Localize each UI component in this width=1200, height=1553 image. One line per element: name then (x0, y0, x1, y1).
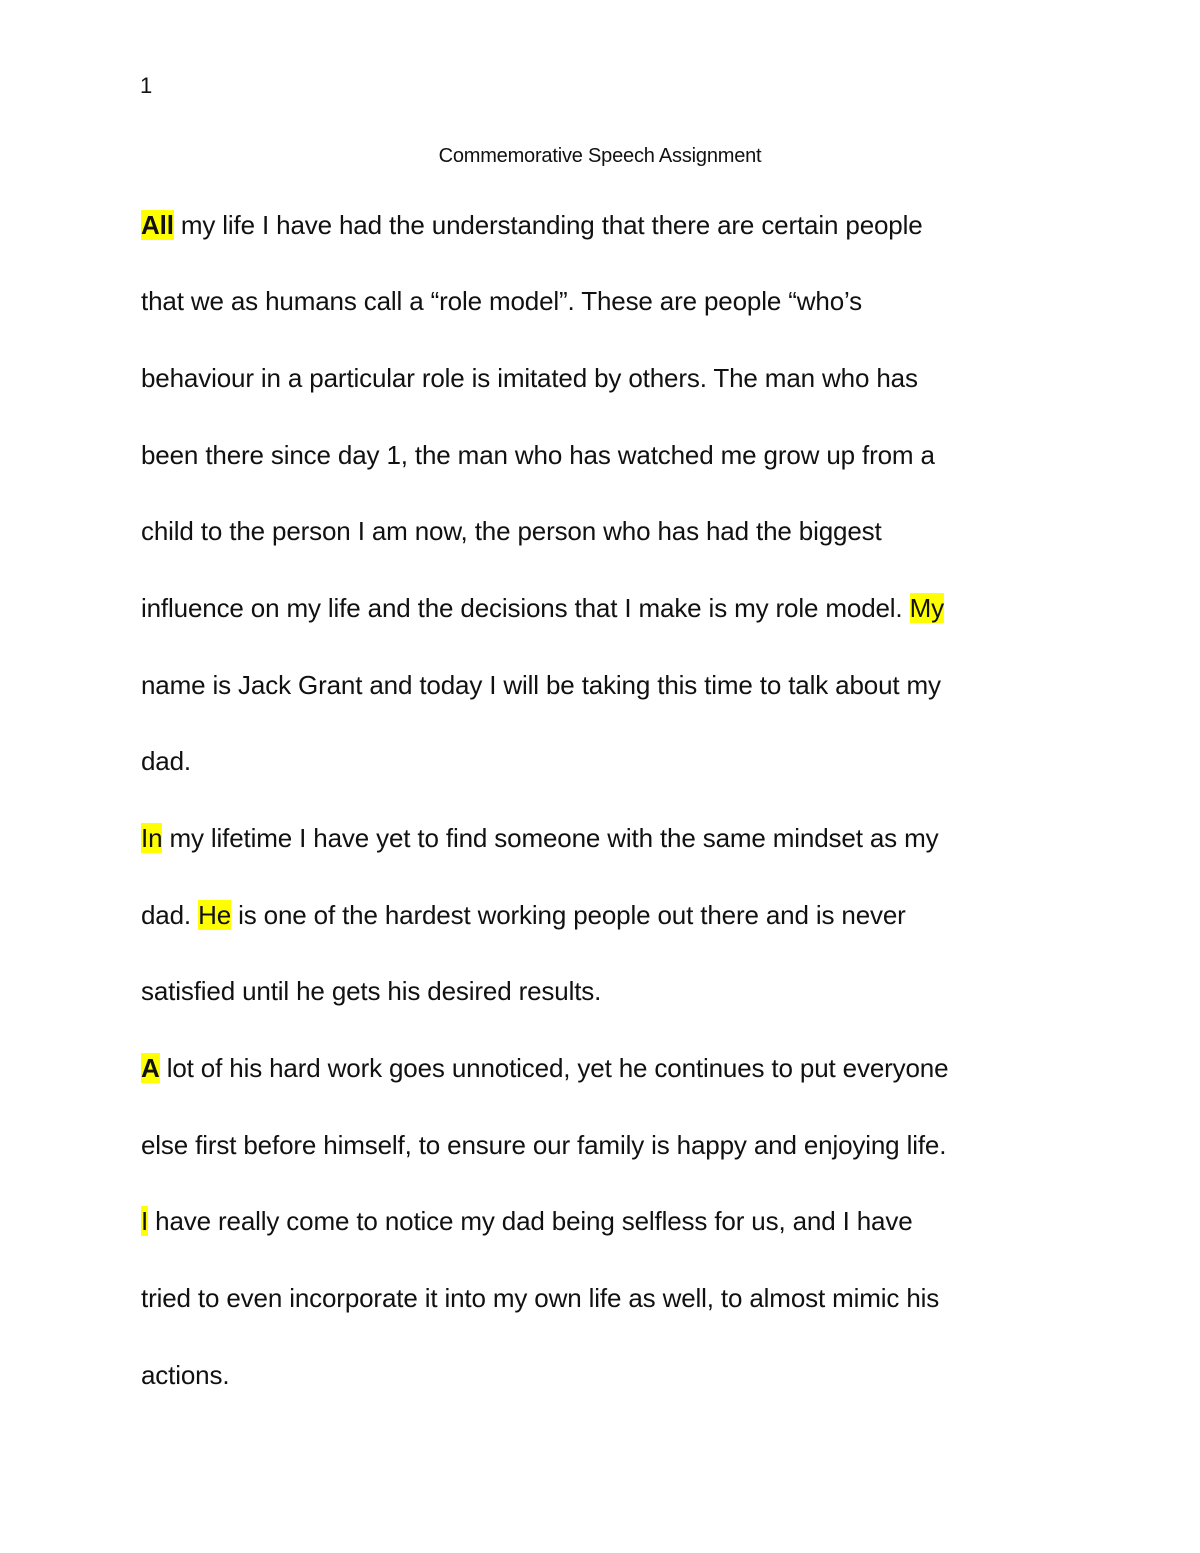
text-line: satisfied until he gets his desired results. (141, 976, 602, 1006)
page-number: 1 (140, 73, 153, 98)
text-line: name is Jack Grant and today I will be taking this time to talk about my (141, 670, 941, 700)
highlighted-word: I (141, 1206, 149, 1236)
highlighted-word: All (141, 210, 174, 240)
text-line: child to the person I am now, the person who has had the biggest (141, 516, 882, 546)
text-line: else first before himself, to ensure our family is happy and enjoying life. (141, 1130, 947, 1160)
text-line: In my lifetime I have yet to find someone with the same mindset as my (141, 823, 939, 853)
text-line: behaviour in a particular role is imitated by others. The man who has (141, 363, 918, 393)
highlighted-word: A (141, 1053, 160, 1083)
text-line: dad. (141, 746, 192, 776)
text-line: influence on my life and the decisions that I make is my role model. My (141, 593, 944, 623)
text-line: that we as humans call a “role model”. These are people “who’s (141, 286, 863, 316)
text-line: All my life I have had the understanding that there are certain people (141, 210, 923, 240)
highlighted-word: My (909, 593, 944, 623)
text-line: tried to even incorporate it into my own life as well, to almost mimic his (141, 1283, 940, 1313)
highlighted-word: He (198, 900, 232, 930)
text-line: been there since day 1, the man who has watched me grow up from a (141, 440, 935, 470)
highlighted-word: In (141, 823, 163, 853)
text-line: A lot of his hard work goes unnoticed, yet he continues to put everyone (141, 1053, 949, 1083)
text-line: actions. (141, 1360, 230, 1390)
text-line: I have really come to notice my dad being selfless for us, and I have (141, 1206, 913, 1236)
document-title: Commemorative Speech Assignment (438, 145, 762, 167)
text-line: dad. He is one of the hardest working people out there and is never (141, 900, 906, 930)
